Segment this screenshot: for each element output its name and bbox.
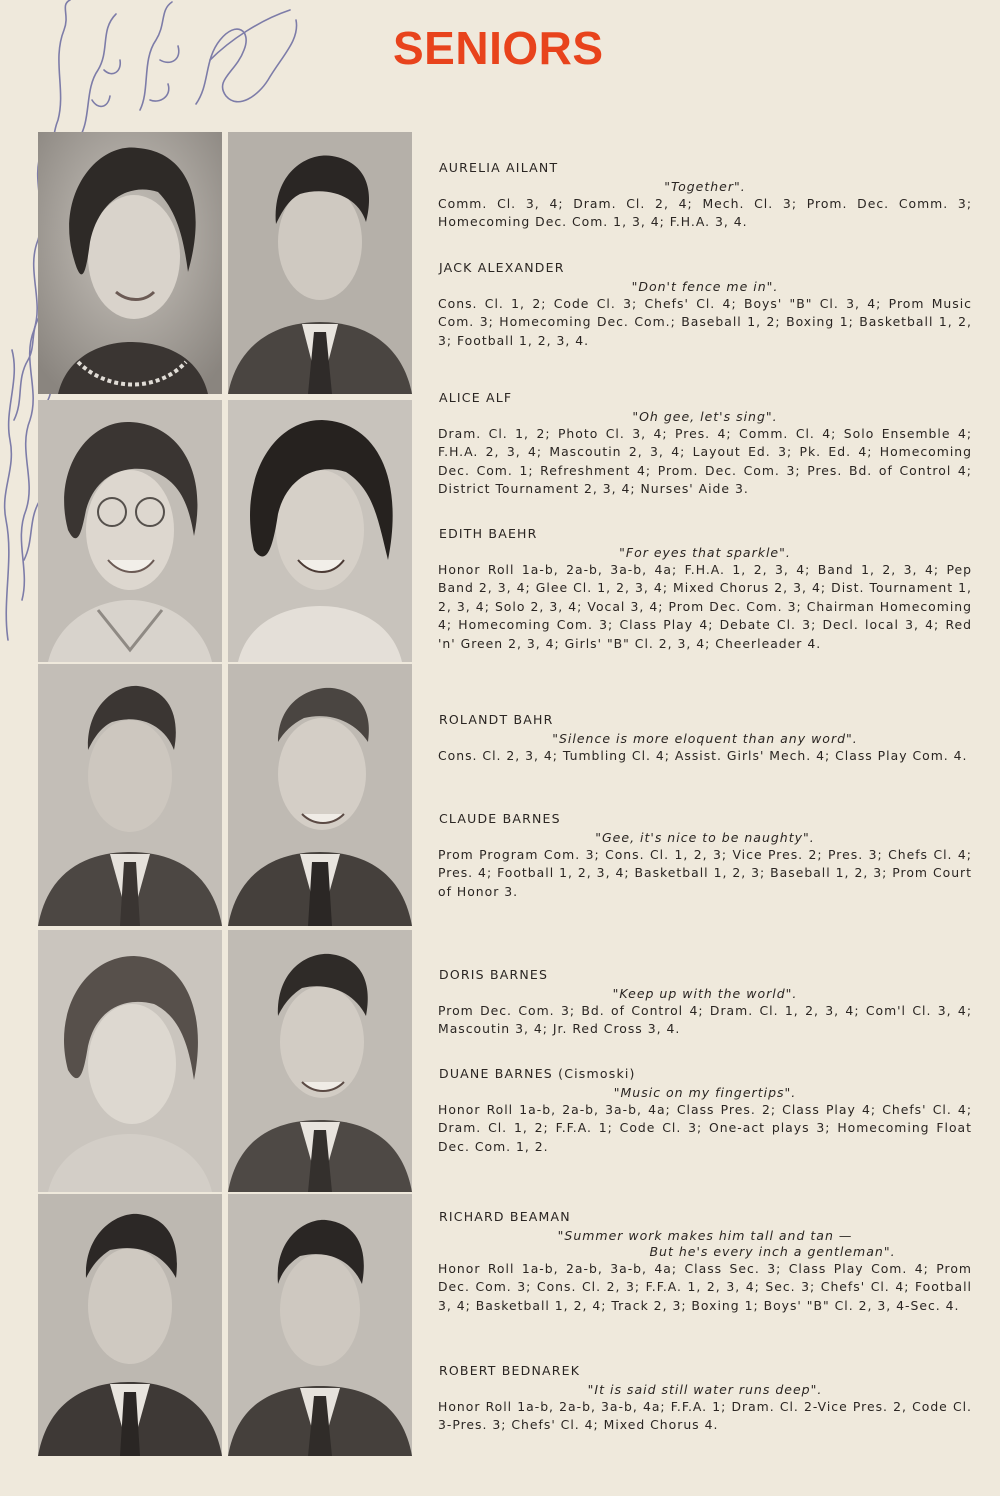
senior-activities: Honor Roll 1a-b, 2a-b, 3a-b, 4a; F.H.A. 1, 2, 3, 4; Band 1, 2, 3, 4; Pep Band 2, 3, 4; Glee Cl. 1, 2, 3, 4; Mixed Chorus 2, 3, 4; Dist. Tournament 1, 2, 3, 4; Solo 2, 3, 4; Vocal 3, 4; Prom Dec. Com. 3; Chairman Homecoming 4; Homecoming Com. 3; Class Play 4; Debate Cl. 3; Decl. local 3, 4; Red 'n' Green 2, 3, 4; Girls' "B" Cl. 2, 3, 4; Cheerleader 4. xyxy=(438,562,972,651)
senior-motto: "Silence is more eloquent than any word". xyxy=(552,731,858,746)
senior-name: DORIS BARNES xyxy=(439,967,549,982)
senior-activities: Honor Roll 1a-b, 2a-b, 3a-b, 4a; Class Pres. 2; Class Play 4; Chefs' Cl. 4; Dram. Cl. 1, 2; F.F.A. 1; Code Cl. 3; One-act plays 3; Homecoming Float Dec. Com. 1, 2. xyxy=(438,1102,972,1154)
portrait-jack-alexander xyxy=(228,132,412,394)
senior-activities: Dram. Cl. 1, 2; Photo Cl. 3, 4; Pres. 4; Comm. Cl. 4; Solo Ensemble 4; F.H.A. 2, 3, 4; Mascoutin 2, 3, 4; Layout Ed. 3; Pk. Ed. 4; Homecoming Dec. Com. 1; Refreshment 4; Prom. Dec. Com. 3; Pres. Bd. of Control 4; District Tournament 2, 3, 4; Nurses' Aide 3. xyxy=(438,426,972,497)
senior-name: ROLANDT BAHR xyxy=(439,712,554,727)
senior-motto: "Music on my fingertips". xyxy=(613,1085,797,1100)
senior-activities: Prom Program Com. 3; Cons. Cl. 1, 2, 3; Vice Pres. 2; Pres. 3; Chefs Cl. 4; Pres. 4; Football 1, 2, 3, 4; Basketball 1, 2, 3; Baseball 1, 2, 3; Prom Court of Honor 3. xyxy=(438,847,972,899)
senior-activities: Honor Roll 1a-b, 2a-b, 3a-b, 4a; Class Sec. 3; Class Play Com. 4; Prom Dec. Com. 3; Cons. Cl. 2, 3; F.F.A. 1, 2, 3, 4; Sec. 3; Chefs' Cl. 4; Football 3, 4; Basketball 1, 2, 4; Track 2, 3; Boxing 1; Boys' "B" Cl. 2, 3, 4-Sec. 4. xyxy=(438,1261,972,1313)
senior-name: CLAUDE BARNES xyxy=(439,811,561,826)
senior-name: AURELIA AILANT xyxy=(439,160,559,175)
senior-entry xyxy=(438,1363,972,1435)
portrait-richard-beaman xyxy=(38,1194,222,1456)
senior-name: ALICE ALF xyxy=(439,390,513,405)
senior-entry xyxy=(438,160,972,232)
senior-name: JACK ALEXANDER xyxy=(439,260,565,275)
senior-entry xyxy=(438,1209,972,1315)
senior-entry xyxy=(438,712,972,765)
senior-entry xyxy=(438,967,972,1039)
senior-motto: "Keep up with the world". xyxy=(612,986,798,1001)
senior-motto: "Summer work makes him tall and tan — xyxy=(557,1228,853,1243)
portrait-edith-baehr xyxy=(228,400,412,662)
senior-entry xyxy=(438,811,972,901)
senior-entry xyxy=(438,390,972,499)
senior-activities: Honor Roll 1a-b, 2a-b, 3a-b, 4a; F.F.A. 1; Dram. Cl. 2-Vice Pres. 2, Code Cl. 3-Pres. 3; Chefs' Cl. 4; Mixed Chorus 4. xyxy=(438,1399,972,1433)
portrait-duane-barnes xyxy=(228,930,412,1192)
senior-activities: Comm. Cl. 3, 4; Dram. Cl. 2, 4; Mech. Cl. 3; Prom. Dec. Comm. 3; Homecoming Dec. Com. 1, 3, 4; F.H.A. 3, 4. xyxy=(438,196,972,230)
senior-motto: "It is said still water runs deep". xyxy=(587,1382,823,1397)
senior-name: RICHARD BEAMAN xyxy=(439,1209,571,1224)
senior-motto: "Gee, it's nice to be naughty". xyxy=(595,830,815,845)
portrait-doris-barnes xyxy=(38,930,222,1192)
senior-activities: Cons. Cl. 2, 3, 4; Tumbling Cl. 4; Assist. Girls' Mech. 4; Class Play Com. 4. xyxy=(438,748,968,763)
portrait-robert-bednarek xyxy=(228,1194,412,1456)
senior-motto: "For eyes that sparkle". xyxy=(619,545,791,560)
senior-entry xyxy=(438,526,972,653)
portrait-claude-barnes xyxy=(228,664,412,926)
senior-name: ROBERT BEDNAREK xyxy=(439,1363,581,1378)
senior-activities: Cons. Cl. 1, 2; Code Cl. 3; Chefs' Cl. 4; Boys' "B" Cl. 3, 4; Prom Music Com. 3; Homecoming Dec. Com.; Baseball 1, 2; Boxing 1; Basketball 1, 2, 3; Football 1, 2, 3, 4. xyxy=(438,296,972,348)
portrait-alice-alf xyxy=(38,400,222,662)
senior-name: EDITH BAEHR xyxy=(439,526,538,541)
page-title: SENIORS xyxy=(393,22,604,74)
senior-entry xyxy=(438,260,972,350)
portrait-rolandt-bahr xyxy=(38,664,222,926)
senior-name: DUANE BARNES (Cismoski) xyxy=(439,1066,636,1081)
senior-motto: "Don't fence me in". xyxy=(631,279,779,294)
senior-motto-continued: But he's every inch a gentleman". xyxy=(649,1244,896,1259)
portrait-aurelia-ailant xyxy=(38,132,222,394)
senior-activities: Prom Dec. Com. 3; Bd. of Control 4; Dram. Cl. 1, 2, 3, 4; Com'l Cl. 3, 4; Mascoutin 3, 4; Jr. Red Cross 3, 4. xyxy=(438,1003,972,1037)
senior-entry xyxy=(438,1066,972,1156)
senior-motto: "Oh gee, let's sing". xyxy=(632,409,778,424)
senior-motto: "Together". xyxy=(664,179,746,194)
